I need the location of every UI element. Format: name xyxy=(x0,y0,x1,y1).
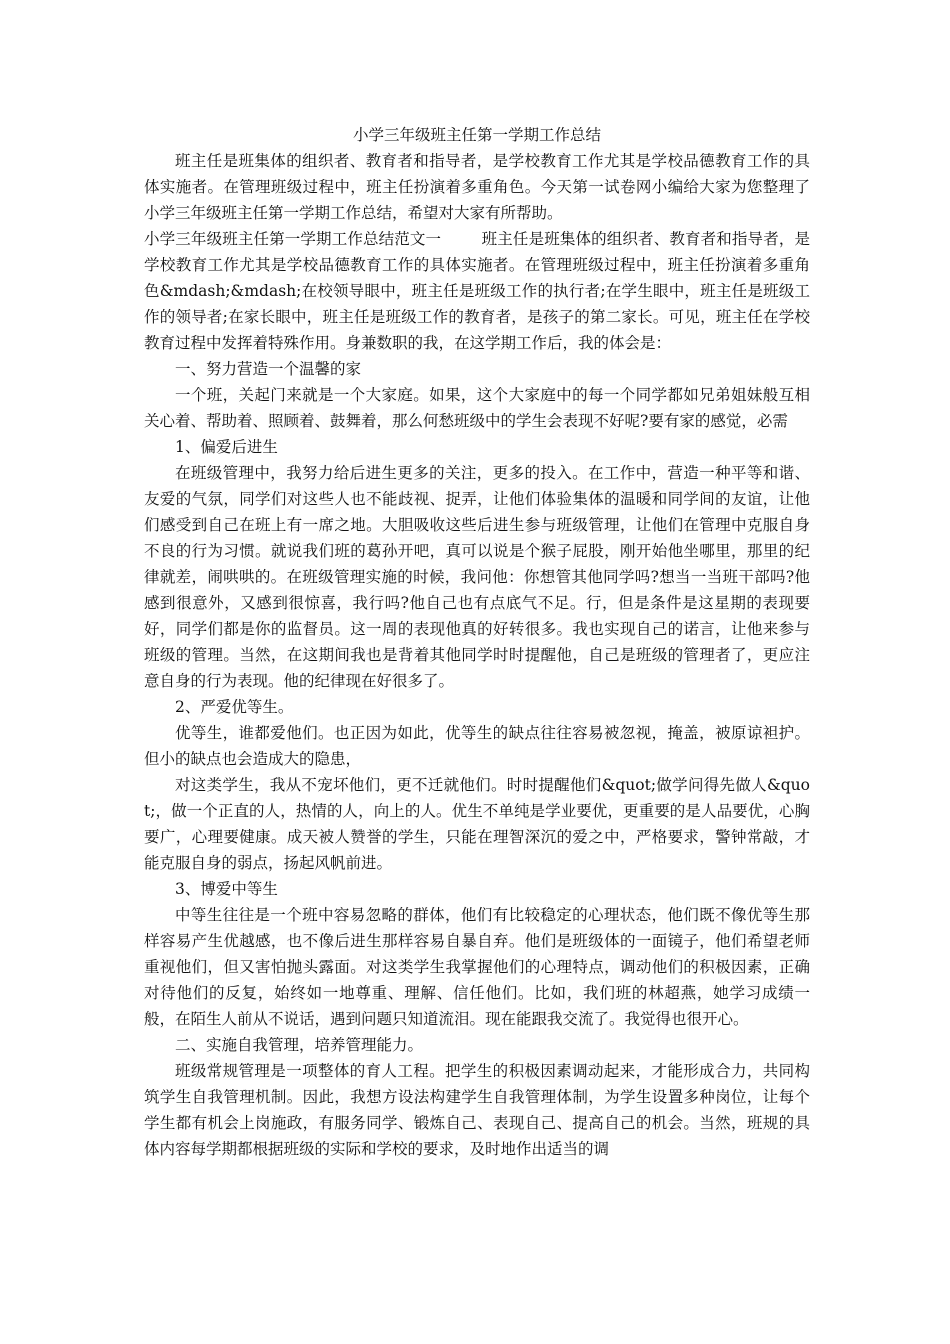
section-heading-2: 二、实施自我管理，培养管理能力。 xyxy=(175,1036,424,1054)
body-paragraph-2: 在班级管理中，我努力给后进生更多的关注，更多的投入。在工作中，营造一种平等和谐、友爱的气氛，同学们对这些人也不能歧视、捉弄，让他们体验集体的温暖和同学间的友谊，让他们感受到自己在班上有一席之地。大胆吸收这些后进生参与班级管理，让他们在管理中克服自身不良的行为习惯。就说我们班的葛孙开吧，真可以说是个猴子屁股，刚开始他坐哪里，那里的纪律就差，闹哄哄的。在班级管理实施的时候，我问他：你想管其他同学吗?想当一当班干部吗?他感到很意外，又感到很惊喜，我行吗?他自己也有点底气不足。行，但是条件是这星期的表现要好，同学们都是你的监督员。这一周的表现他真的好转很多。我也实现自己的诺言，让他来参与班级的管理。当然，在这期间我也是背着其他同学时时提醒他，自己是班级的管理者了，更应注意自身的行为表现。他的纪律现在好很多了。 xyxy=(144,464,810,690)
sample-text: 班主任是班集体的组织者、教育者和指导者，是学校教育工作尤其是学校品德教育工作的具体实施者。在管理班级过程中，班主任扮演着多重角色&mdash;&mdash;在校领导眼中，班主任是班级工作的执行者;在学生眼中，班主任是班级工作的领导者;在家长眼中，班主任是班级工作的教育者，是孩子的第二家长。可见，班主任在学校教育过程中发挥着特殊作用。身兼数职的我，在这学期工作后，我的体会是： xyxy=(144,230,810,352)
document-title: 小学三年级班主任第一学期工作总结 xyxy=(352,126,601,144)
sub-heading-1: 1、偏爱后进生 xyxy=(175,438,278,456)
sub-heading-3: 3、博爱中等生 xyxy=(175,880,278,898)
sub-heading-2: 2、严爱优等生。 xyxy=(175,698,294,716)
sample-label: 小学三年级班主任第一学期工作总结范文一 xyxy=(144,230,442,248)
document-page xyxy=(144,122,810,1162)
intro-paragraph: 班主任是班集体的组织者、教育者和指导者，是学校教育工作尤其是学校品德教育工作的具体实施者。在管理班级过程中，班主任扮演着多重角色。今天第一试卷网小编给大家为您整理了小学三年级班主任第一学期工作总结，希望对大家有所帮助。 xyxy=(144,152,810,222)
body-paragraph-6: 班级常规管理是一项整体的育人工程。把学生的积极因素调动起来，才能形成合力，共同构筑学生自我管理机制。因此，我想方设法构建学生自我管理体制，为学生设置多种岗位，让每个学生都有机会上岗施政，有服务同学、锻炼自己、表现自己、提高自己的机会。当然，班规的具体内容每学期都根据班级的实际和学校的要求，及时地作出适当的调 xyxy=(144,1062,810,1158)
body-paragraph-1: 一个班，关起门来就是一个大家庭。如果，这个大家庭中的每一个同学都如兄弟姐妹般互相关心着、帮助着、照顾着、鼓舞着，那么何愁班级中的学生会表现不好呢?要有家的感觉，必需 xyxy=(144,386,810,430)
body-paragraph-5: 中等生往往是一个班中容易忽略的群体，他们有比较稳定的心理状态，他们既不像优等生那样容易产生优越感，也不像后进生那样容易自暴自弃。他们是班级体的一面镜子，他们希望老师重视他们，但又害怕抛头露面。对这类学生我掌握他们的心理特点，调动他们的积极因素，正确对待他们的反复，始终如一地尊重、理解、信任他们。比如，我们班的林超燕，她学习成绩一般，在陌生人前从不说话，遇到问题只知道流泪。现在能跟我交流了。我觉得也很开心。 xyxy=(144,906,810,1028)
body-paragraph-3: 优等生，谁都爱他们。也正因为如此，优等生的缺点往往容易被忽视，掩盖，被原谅袒护。但小的缺点也会造成大的隐患， xyxy=(144,724,810,768)
body-paragraph-4: 对这类学生，我从不宠坏他们，更不迁就他们。时时提醒他们&quot;做学问得先做人&quot;，做一个正直的人，热情的人，向上的人。优生不单纯是学业要优，更重要的是人品要优，心胸要广，心理要健康。成天被人赞誉的学生，只能在理智深沉的爱之中，严格要求，警钟常敲，才能克服自身的弱点，扬起风帆前进。 xyxy=(144,776,810,872)
sample-paragraph xyxy=(144,226,810,356)
section-heading-1: 一、努力营造一个温馨的家 xyxy=(175,360,362,378)
